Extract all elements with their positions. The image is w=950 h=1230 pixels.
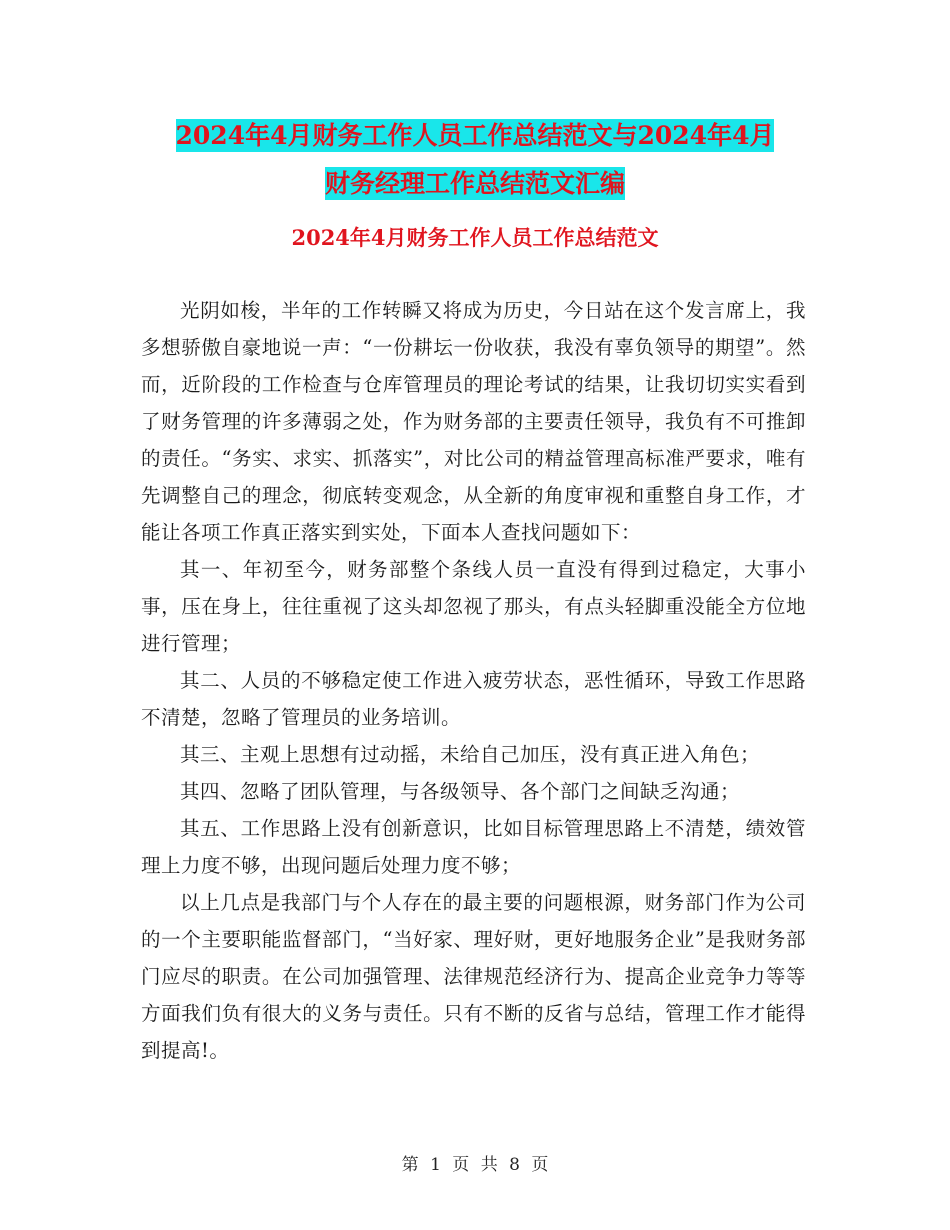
paragraph: 其五、工作思路上没有创新意识，比如目标管理思路上不清楚，绩效管理上力度不够，出现问题后处理力度不够；: [141, 817, 806, 877]
paragraph: 其三、主观上思想有过动摇，未给自己加压，没有真正进入角色；: [180, 743, 761, 766]
document-body: [141, 292, 806, 1069]
paragraph: 其一、年初至今，财务部整个条线人员一直没有得到过稳定，大事小事，压在身上，往往重视了这头却忽视了那头，有点头轻脚重没能全方位地进行管理；: [141, 558, 806, 655]
paragraph: 光阴如梭，半年的工作转瞬又将成为历史，今日站在这个发言席上，我多想骄傲自豪地说一声：“一份耕坛一份收获，我没有辜负领导的期望”。然而，近阶段的工作检查与仓库管理员的理论考试的结果，让我切切实实看到了财务管理的许多薄弱之处，作为财务部的主要责任领导，我负有不可推卸的责任。“务实、求实、抓落实”，对比公司的精益管理高标准严要求，唯有先调整自己的理念，彻底转变观念，从全新的角度审视和重整自身工作，才能让各项工作真正落实到实处，下面本人查找问题如下：: [141, 299, 806, 544]
document-title-line-1: 2024年4月财务工作人员工作总结范文与2024年4月: [175, 121, 775, 150]
document-title-line-2: 财务经理工作总结范文汇编: [324, 169, 625, 198]
section-title: 2024年4月财务工作人员工作总结范文: [291, 225, 659, 250]
paragraph: 其四、忽略了团队管理，与各级领导、各个部门之间缺乏沟通；: [180, 780, 741, 803]
document-title: [140, 112, 810, 208]
paragraph: 以上几点是我部门与个人存在的最主要的问题根源，财务部门作为公司的一个主要职能监督部门，“当好家、理好财，更好地服务企业”是我财务部门应尽的职责。在公司加强管理、法律规范经济行为、提高企业竞争力等等方面我们负有很大的义务与责任。只有不断的反省与总结，管理工作才能得到提高!。: [141, 891, 806, 1062]
paragraph: 其二、人员的不够稳定使工作进入疲劳状态，恶性循环，导致工作思路不清楚，忽略了管理员的业务培训。: [141, 669, 806, 729]
page-number-footer: 第 1 页 共 8 页: [401, 1155, 549, 1175]
